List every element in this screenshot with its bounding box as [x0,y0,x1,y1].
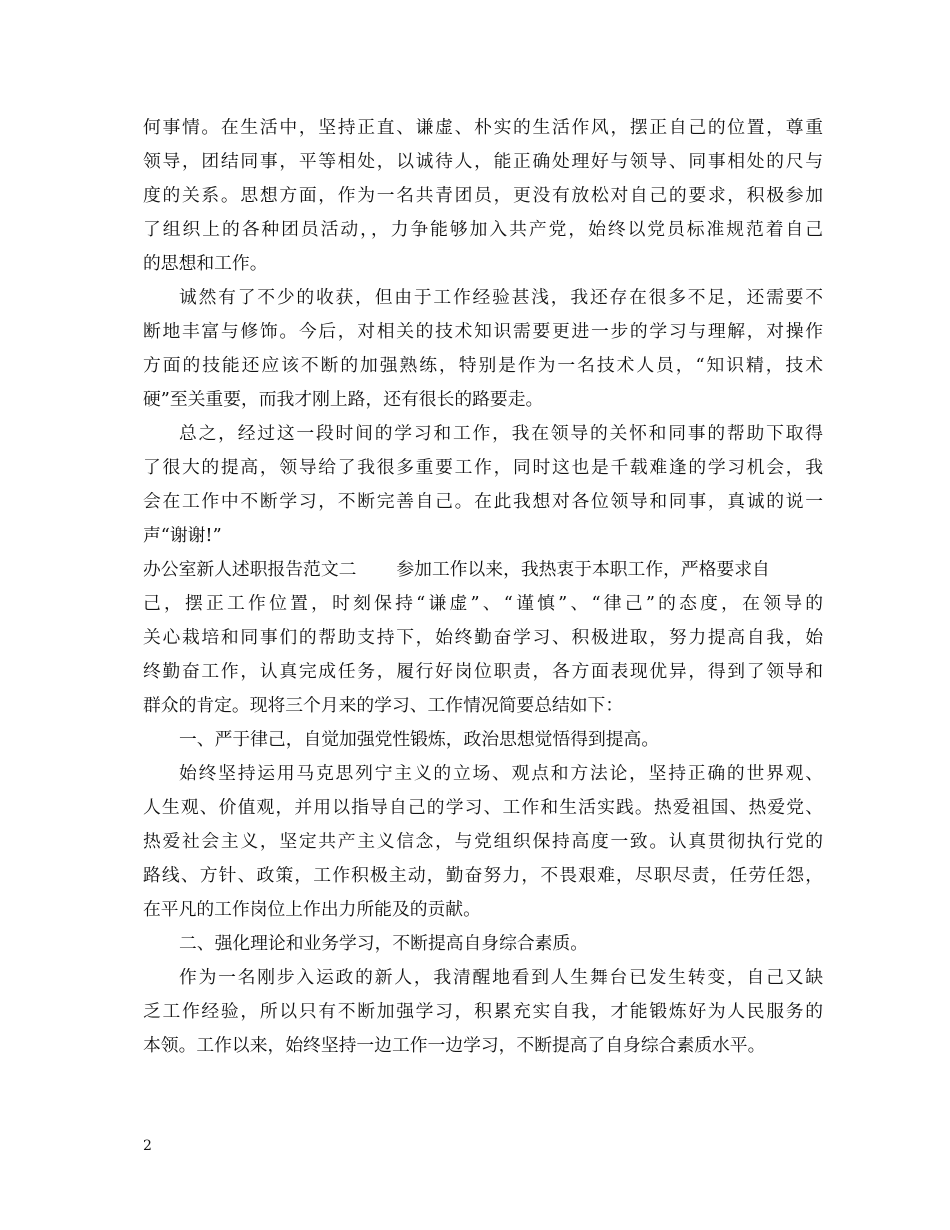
subheading-line: 二、强化理论和业务学习，不断提高自身综合素质。 [179,933,588,954]
body-line: 诚然有了不少的收获，但由于工作经验甚浅，我还存在很多不足，还需要不 [179,287,823,308]
body-line: 领导，团结同事，平等相处，以诚待人，能正确处理好与领导、同事相处的尺与 [143,151,823,172]
body-line: 总之，经过这一段时间的学习和工作，我在领导的关怀和同事的帮助下取得 [179,423,823,444]
body-line: 本领。工作以来，始终坚持一边工作一边学习，不断提高了自身综合素质水平。 [143,1035,766,1056]
body-line: 方面的技能还应该不断的加强熟练，特别是作为一名技术人员，“知识精，技术 [143,355,823,376]
section-heading-line [143,553,823,587]
body-line: 声“谢谢!” [143,525,222,546]
body-line: 了很大的提高，领导给了我很多重要工作，同时这也是千载难逢的学习机会，我 [143,457,823,478]
body-line: 作为一名刚步入运政的新人，我清醒地看到人生舞台已发生转变，自己又缺 [179,967,823,988]
body-line: 了组织上的各种团员活动，，力争能够加入共产党，始终以党员标准规范着自己 [143,219,823,240]
body-line: 路线、方针、政策，工作积极主动，勤奋努力，不畏艰难，尽职尽责，任劳任怨， [143,865,823,886]
body-line: 断地丰富与修饰。今后，对相关的技术知识需要更进一步的学习与理解，对操作 [143,321,823,342]
body-line: 硬”至关重要，而我才刚上路，还有很长的路要走。 [143,389,544,410]
body-text: 参加工作以来，我热衷于本职工作，严格要求自 [396,559,770,580]
body-line: 何事情。在生活中，坚持正直、谦虚、朴实的生活作风，摆正自己的位置，尊重 [143,117,823,138]
page-number: 2 [143,1138,152,1154]
subheading-line: 一、严于律己，自觉加强党性锻炼，政治思想觉悟得到提高。 [179,729,660,750]
section-heading: 办公室新人述职报告范文二 [143,559,357,580]
body-line: 在平凡的工作岗位上作出力所能及的贡献。 [143,899,481,920]
body-line: 度的关系。思想方面，作为一名共青团员，更没有放松对自己的要求，积极参加 [143,185,823,206]
body-line: 会在工作中不断学习，不断完善自己。在此我想对各位领导和同事，真诚的说一 [143,491,823,512]
body-line: 人生观、价值观，并用以指导自己的学习、工作和生活实践。热爱祖国、热爱党、 [143,797,823,818]
body-line: 关心栽培和同事们的帮助支持下，始终勤奋学习、积极进取，努力提高自我，始 [143,627,823,648]
body-line: 始终坚持运用马克思列宁主义的立场、观点和方法论，坚持正确的世界观、 [179,763,823,784]
body-line: 热爱社会主义，坚定共产主义信念，与党组织保持高度一致。认真贯彻执行党的 [143,831,823,852]
body-line: 群众的肯定。现将三个月来的学习、工作情况简要总结如下： [143,695,624,716]
body-line: 终勤奋工作，认真完成任务，履行好岗位职责，各方面表现优异，得到了领导和 [143,661,823,682]
body-line: 乏工作经验，所以只有不断加强学习，积累充实自我，才能锻炼好为人民服务的 [143,1001,823,1022]
body-line: 的思想和工作。 [143,253,268,274]
body-line: 己，摆正工作位置，时刻保持“谦虚”、“谨慎”、“律己”的态度，在领导的 [143,593,823,614]
